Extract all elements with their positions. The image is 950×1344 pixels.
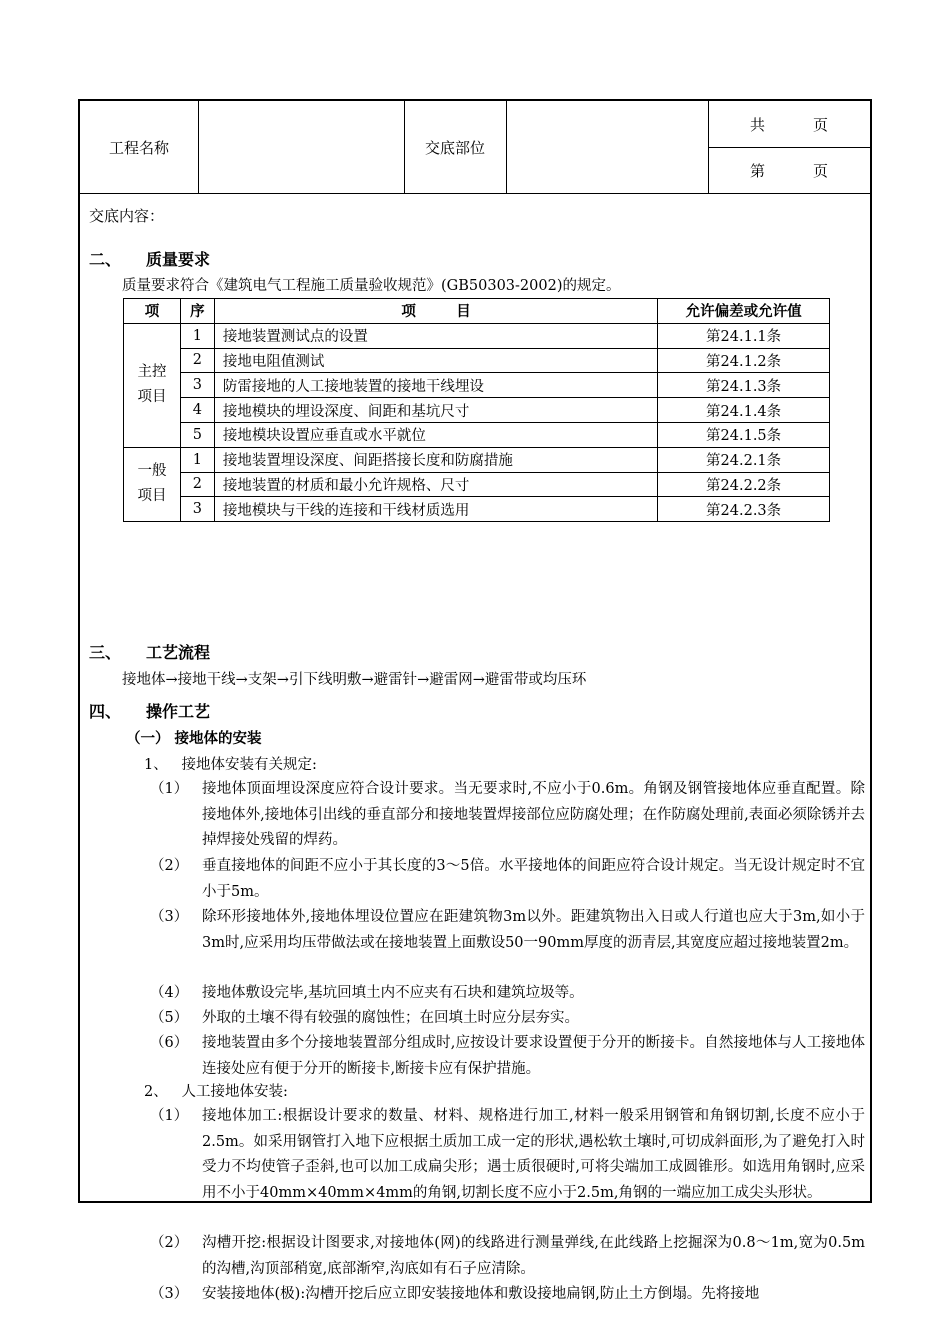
col-header-item: 项 目 (214, 299, 657, 324)
section4-title: 操作工艺 (146, 702, 211, 721)
row-no: 1 (180, 323, 214, 348)
document-frame: 工程名称 交底部位 共 页 第 页 交底内容： 二、 质量要求 质量要求符合《建筑电气工程施工质量验收规范》(GB50303-2002)的规定。 项 序 项 目 允许偏差或允许值 主控 项目 1 接地装置测试点的设置 第24.1.1条 2 接地电阻值测试 第24.1.2条 3 防雷接地的人工接地装置的接地干线埋设 第24.1.3条 4 接地模块的埋设深度、间距和基坑尺寸 第24.1.4条 5 接地模块设置应垂直或水平就位 第24.1.5条 一般 项目 1 接地装置埋设深度、间距搭接长度和防腐措施 第24.2.1条 2 接地装置的材质和最小允许规格、尺寸 第24.2.2条 3 接地模块与干线的连接和干线材质选用 第24.2.3条 三、 工艺流程 接地体→接地干线→支架→引下线明敷→避雷针→避雷网→避雷带或均压环 四、 操作工艺 （一） 接地体的安装 1、 接地体安装有关规定: （1） 接地体顶面埋设深度应符合设计要求。当无要求时,不应小于0.6m。角钢及钢管接地体应垂直配置。除接地体外,接地体引出线的垂直部分和接地装置焊接部位应防腐处理；在作防腐处理前,表面必须除锈并去掉焊接处残留的焊药。 （2） 垂直接地体的间距不应小于其长度的3～5倍。水平接地体的间距应符合设计规定。当无设计规定时不宜小于5m。 （3） 除环形接地体外,接地体埋设位置应在距建筑物3m以外。距建筑物出入日或人行道也应大于3m,如小于3m时,应采用均压带做法或在接地装置上面敷设50一90mm厚度的沥青层,其宽度应超过接地装置2m。 （4） 接地体敷设完毕,基坑回填土内不应夹有石块和建筑垃圾等。 （5） 外取的土壤不得有较强的腐蚀性；在回填土时应分层夯实。 （6） 接地装置由多个分接地装置部分组成时,应按设计要求设置便于分开的断接卡。自然接地体与人工接地体连接处应有便于分开的断接卡,断接卡应有保护措施。 2、 人工接地体安装: （1） 接地体加工:根据设计要求的数量、材料、规格进行加工,材料一般采用钢管和角钢切割,长度不应小于2.5m。如采用钢管打入地下应根据土质加工成一定的形状,遇松软土壤时,可切成斜面形,为了避免打入时受力不均使管子歪斜,也可以加工成扁尖形；遇士质很硬时,可将尖端加工成圆锥形。如选用角钢时,应采用不小于40mm×40mm×4mm的角钢,切割长度不应小于2.5m,角钢的一端应加工成尖头形状。 （2） 沟槽开挖:根据设计图要求,对接地体(网)的线路进行测量弹线,在此线路上挖掘深为0.8～1m,宽为0.5m的沟槽,沟顶部稍宽,底部渐窄,沟底如有石子应清除。 （3） 安装接地体(极):沟槽开挖后应立即安装接地体和敷设接地扁钢,防止土方倒塌。先将接地 (78, 99, 872, 1203)
row-item: 接地模块的埋设深度、间距和基坑尺寸 (214, 398, 657, 423)
section4-number: 四、 (89, 702, 122, 721)
total-pages: 共 页 (749, 115, 829, 134)
section3-title: 工艺流程 (146, 643, 211, 662)
table-row (124, 323, 830, 348)
table-row (124, 373, 830, 398)
row-item: 接地装置的材质和最小允许规格、尺寸 (214, 472, 657, 497)
row-item: 防雷接地的人工接地装置的接地干线埋设 (214, 373, 657, 398)
row-item: 接地装置埋设深度、间距搭接长度和防腐措施 (214, 447, 657, 472)
row-item: 接地模块与干线的连接和干线材质选用 (214, 497, 657, 522)
section3-number: 三、 (89, 643, 122, 662)
group-main-control: 主控 项目 (124, 323, 181, 447)
row-item: 接地装置测试点的设置 (214, 323, 657, 348)
header-table (80, 101, 870, 194)
row-value: 第24.1.2条 (658, 348, 830, 373)
row-value: 第24.1.3条 (658, 373, 830, 398)
intro-label: 交底内容： (89, 207, 165, 225)
quality-table (123, 298, 830, 522)
row-no: 3 (180, 497, 214, 522)
table-row (124, 472, 830, 497)
table-row (124, 447, 830, 472)
col-header-seq: 序 (180, 299, 214, 324)
part2-heading: 2、 人工接地体安装: (144, 1084, 288, 1100)
location-label: 交底部位 (424, 138, 485, 157)
row-value: 第24.1.1条 (658, 323, 830, 348)
col-header-value: 允许偏差或允许值 (658, 299, 830, 324)
location-value (506, 101, 708, 193)
group-general: 一般 项目 (124, 447, 181, 521)
subsection-1-title: （一） 接地体的安装 (126, 731, 262, 747)
section2-title: 质量要求 (146, 250, 211, 269)
section2-number: 二、 (89, 250, 122, 269)
row-value: 第24.2.3条 (658, 497, 830, 522)
row-value: 第24.2.2条 (658, 472, 830, 497)
table-row (124, 348, 830, 373)
row-value: 第24.1.5条 (658, 422, 830, 447)
project-name-label: 工程名称 (108, 138, 169, 157)
row-no: 2 (180, 348, 214, 373)
project-name-value (198, 101, 404, 193)
row-no: 3 (180, 373, 214, 398)
page-number: 第 页 (749, 161, 829, 180)
process-flow: 接地体→接地干线→支架→引下线明敷→避雷针→避雷网→避雷带或均压环 (122, 672, 587, 688)
row-no: 4 (180, 398, 214, 423)
row-item: 接地电阻值测试 (214, 348, 657, 373)
row-item: 接地模块设置应垂直或水平就位 (214, 422, 657, 447)
table-row (124, 497, 830, 522)
col-header-category: 项 (124, 299, 181, 324)
table-row (124, 398, 830, 423)
row-no: 5 (180, 422, 214, 447)
table-header-row (124, 299, 830, 324)
part1-heading: 1、 接地体安装有关规定: (144, 757, 317, 773)
row-no: 2 (180, 472, 214, 497)
row-no: 1 (180, 447, 214, 472)
table-row (124, 422, 830, 447)
section2-desc: 质量要求符合《建筑电气工程施工质量验收规范》(GB50303-2002)的规定。 (122, 278, 621, 294)
row-value: 第24.1.4条 (658, 398, 830, 423)
row-value: 第24.2.1条 (658, 447, 830, 472)
